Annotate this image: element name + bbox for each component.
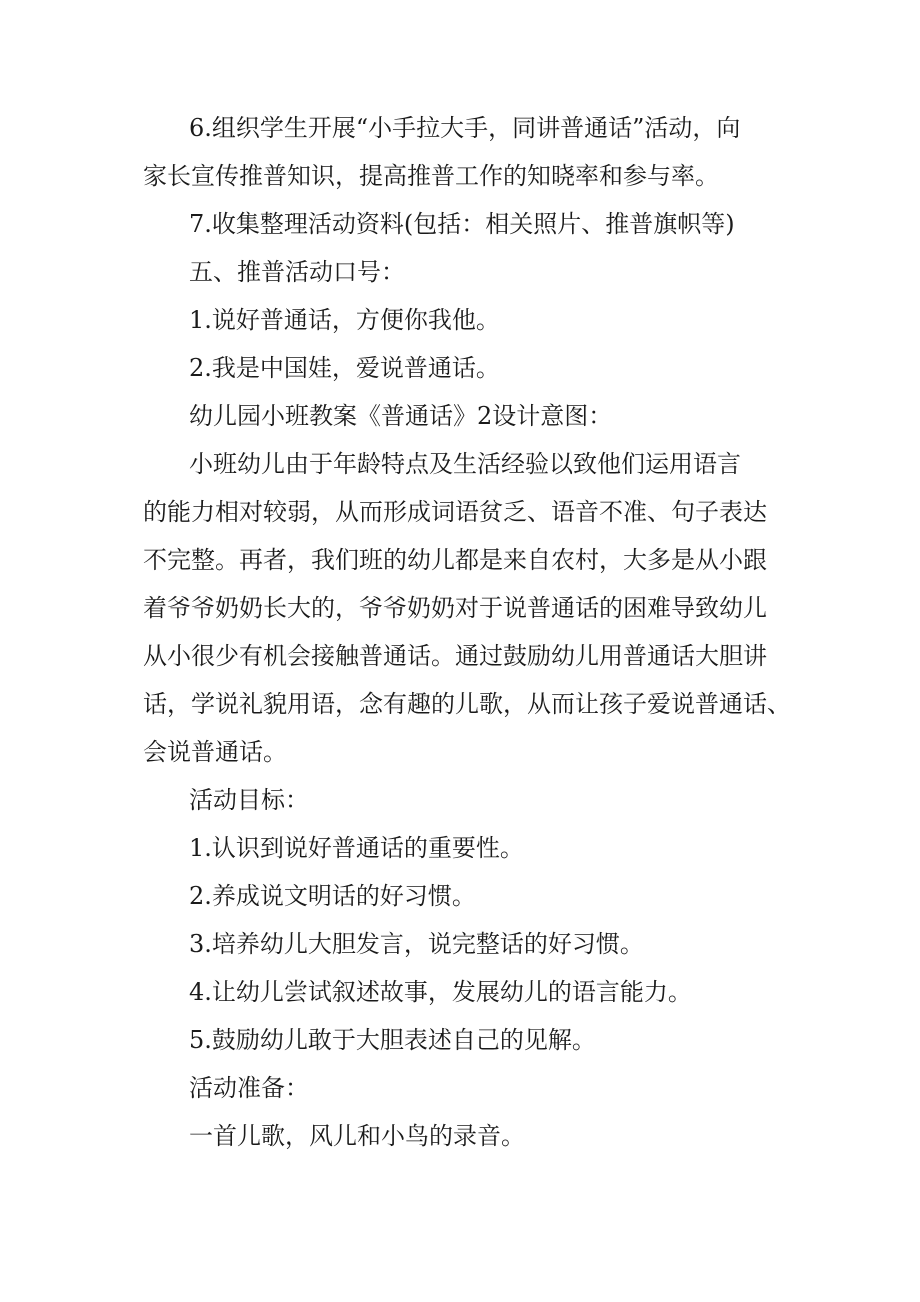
text-line: 的能力相对较弱，从而形成词语贫乏、语音不准、句子表达 bbox=[143, 498, 767, 526]
text-line: 6.组织学生开展“小手拉大手，同讲普通话”活动，向 bbox=[189, 114, 741, 142]
text-line: 不完整。再者，我们班的幼儿都是来自农村，大多是从小跟 bbox=[143, 546, 767, 574]
text-line: 1.说好普通话，方便你我他。 bbox=[189, 306, 500, 334]
text-line: 1.认识到说好普通话的重要性。 bbox=[189, 834, 524, 862]
text-line: 3.培养幼儿大胆发言，说完整话的好习惯。 bbox=[189, 930, 644, 958]
section-heading: 幼儿园小班教案《普通话》2设计意图： bbox=[189, 402, 613, 430]
text-line: 从小很少有机会接触普通话。通过鼓励幼儿用普通话大胆讲 bbox=[143, 642, 767, 670]
text-line: 着爷爷奶奶长大的，爷爷奶奶对于说普通话的困难导致幼儿 bbox=[143, 594, 767, 622]
section-heading: 活动准备： bbox=[189, 1074, 309, 1102]
text-line: 一首儿歌，风儿和小鸟的录音。 bbox=[189, 1122, 525, 1150]
text-line: 5.鼓励幼儿敢于大胆表述自己的见解。 bbox=[189, 1026, 596, 1054]
text-line: 4.让幼儿尝试叙述故事，发展幼儿的语言能力。 bbox=[189, 978, 692, 1006]
text-line: 2.我是中国娃，爱说普通话。 bbox=[189, 354, 500, 382]
text-line: 会说普通话。 bbox=[143, 738, 287, 766]
section-heading: 活动目标： bbox=[189, 786, 309, 814]
text-line: 家长宣传推普知识，提高推普工作的知晓率和参与率。 bbox=[143, 162, 719, 190]
text-line: 2.养成说文明话的好习惯。 bbox=[189, 882, 476, 910]
text-line: 小班幼儿由于年龄特点及生活经验以致他们运用语言 bbox=[189, 450, 741, 478]
text-line: 7.收集整理活动资料(包括：相关照片、推普旗帜等) bbox=[189, 210, 735, 238]
text-line: 话，学说礼貌用语，念有趣的儿歌，从而让孩子爱说普通话、 bbox=[143, 690, 791, 718]
section-heading: 五、推普活动口号： bbox=[189, 258, 405, 286]
